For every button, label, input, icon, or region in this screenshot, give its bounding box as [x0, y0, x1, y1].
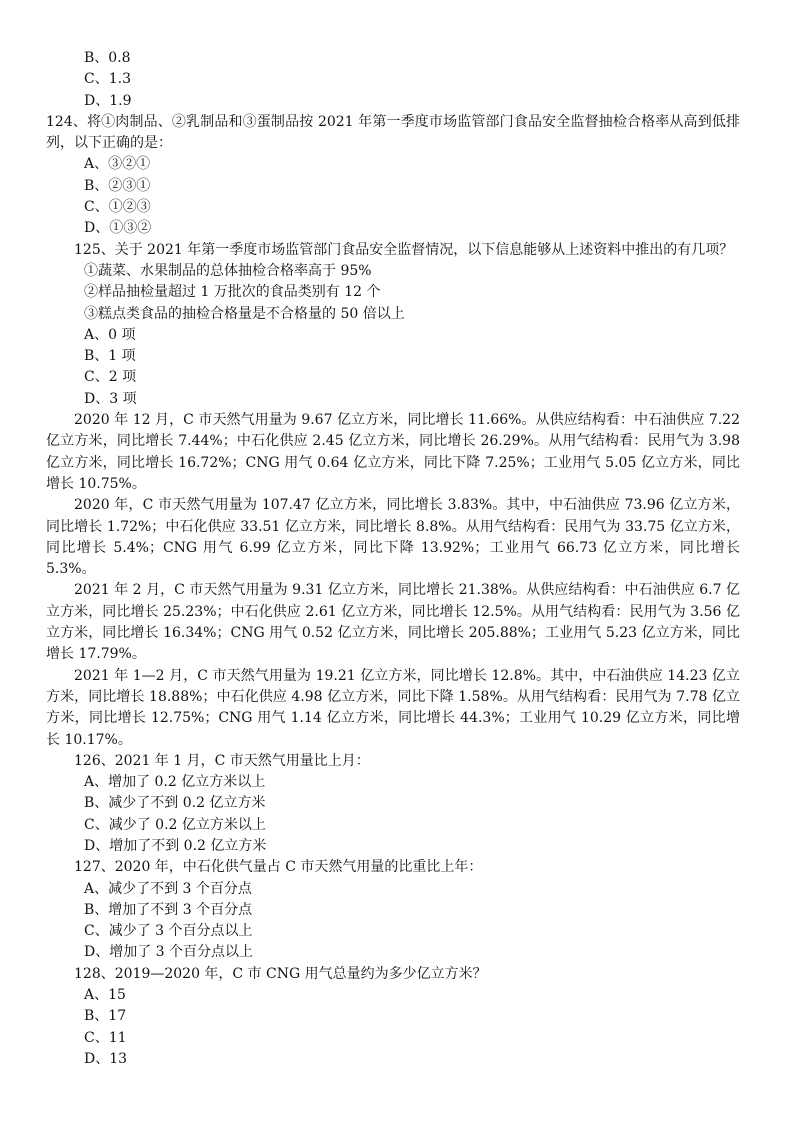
q125-option-a: A、0 项: [84, 326, 136, 343]
q128-option-c: C、11: [84, 1029, 127, 1046]
q128-option-d: D、13: [84, 1050, 128, 1067]
q124-option-a: A、③②①: [84, 156, 151, 173]
q127-option-b: B、增加了不到 3 个百分点: [84, 901, 253, 918]
q126-option-a: A、增加了 0.2 亿立方米以上: [84, 774, 266, 791]
material-paragraph-4: 2021 年 1—2 月，C 市天然气用量为 19.21 亿立方米，同比增长 12.8%。其中，中石油供应 14.23 亿立方米，同比增长 18.88%；中石化供应 4.98 亿立方米，同比下降 1.58%。从用气结构看：民用气为 7.78 亿立方米，同比增长 12.75%；CNG 用气 1.14 亿立方米，同比增长 44.3%；工业用气 10.29 亿立方米，同比增长 10.17%。: [46, 667, 740, 748]
question-126: 126、2021 年 1 月，C 市天然气用量比上月：: [74, 752, 370, 769]
q125-statement-2: ②样品抽检量超过 1 万批次的食品类别有 12 个: [84, 284, 381, 301]
q125-statement-1: ①蔬菜、水果制品的总体抽检合格率高于 95%: [84, 262, 372, 279]
q128-option-b: B、17: [84, 1008, 127, 1025]
option-d: D、1.9: [84, 92, 132, 109]
question-124: 124、将①肉制品、②乳制品和③蛋制品按 2021 年第一季度市场监管部门食品安全监督抽检合格率从高到低排列，以下正确的是：: [46, 113, 740, 152]
q124-option-b: B、②③①: [84, 177, 151, 194]
q125-option-c: C、2 项: [84, 369, 137, 386]
question-125: 125、关于 2021 年第一季度市场监管部门食品安全监督情况，以下信息能够从上述资料中推出的有几项？: [74, 241, 734, 258]
q126-option-d: D、增加了不到 0.2 亿立方米: [84, 837, 267, 854]
material-paragraph-3: 2021 年 2 月，C 市天然气用量为 9.31 亿立方米，同比增长 21.38%。从供应结构看：中石油供应 6.7 亿立方米，同比增长 25.23%；中石化供应 2.61 亿立方米，同比增长 12.5%。从用气结构看：民用气为 3.56 亿立方米，同比增长 16.34%；CNG 用气 0.52 亿立方米，同比增长 205.88%；工业用气 5.23 亿立方米，同比增长 17.79%。: [46, 582, 740, 663]
q127-option-c: C、减少了 3 个百分点以上: [84, 923, 253, 940]
option-c: C、1.3: [84, 71, 131, 88]
q124-option-c: C、①②③: [84, 199, 151, 216]
question-128: 128、2019—2020 年，C 市 CNG 用气总量约为多少亿立方米？: [74, 965, 487, 982]
q127-option-d: D、增加了 3 个百分点以上: [84, 944, 254, 961]
material-paragraph-1: 2020 年 12 月，C 市天然气用量为 9.67 亿立方米，同比增长 11.66%。从供应结构看：中石油供应 7.22 亿立方米，同比增长 7.44%；中石化供应 2.45 亿立方米，同比增长 26.29%。从用气结构看：民用气为 3.98 亿立方米，同比增长 16.72%；CNG 用气 0.64 亿立方米，同比下降 7.25%；工业用气 5.05 亿立方米，同比增长 10.75%。: [46, 412, 740, 492]
material-paragraph-2: 2020 年，C 市天然气用量为 107.47 亿立方米，同比增长 3.83%。其中，中石油供应 73.96 亿立方米，同比增长 1.72%；中石化供应 33.51 亿立方米，同比增长 8.8%。从用气结构看：民用气为 33.75 亿立方米，同比增长 5.4%；CNG 用气 6.99 亿立方米，同比下降 13.92%；工业用气 66.73 亿立方米，同比增长 5.3%。: [46, 497, 740, 578]
q125-statement-3: ③糕点类食品的抽检合格量是不合格量的 50 倍以上: [84, 305, 405, 322]
question-127: 127、2020 年，中石化供气量占 C 市天然气用量的比重比上年：: [74, 859, 483, 876]
q126-option-b: B、减少了不到 0.2 亿立方米: [84, 795, 266, 812]
q127-option-a: A、减少了不到 3 个百分点: [84, 880, 252, 897]
q125-option-b: B、1 项: [84, 348, 136, 365]
q128-option-a: A、15: [84, 987, 126, 1004]
option-b: B、0.8: [84, 50, 131, 66]
q126-option-c: C、减少了 0.2 亿立方米以上: [84, 816, 266, 833]
q124-option-d: D、①③②: [84, 220, 152, 237]
q125-option-d: D、3 项: [84, 390, 137, 407]
